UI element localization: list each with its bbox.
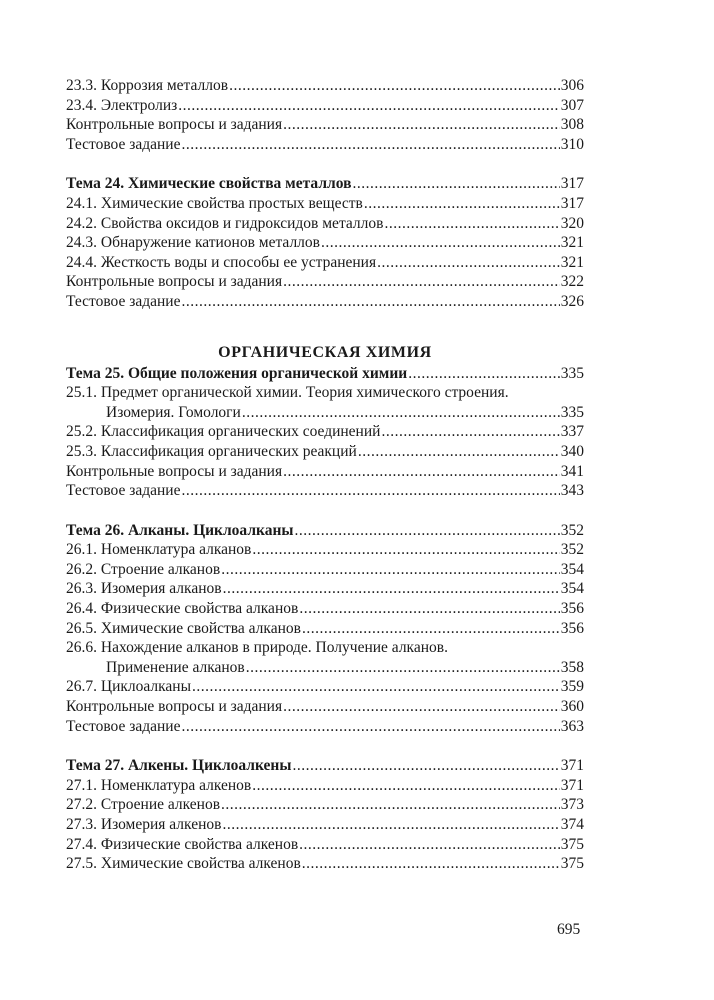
toc-entry-page: 373 xyxy=(560,796,584,814)
dot-leader xyxy=(223,579,560,599)
toc-block-topic-26 xyxy=(66,521,584,737)
dot-leader xyxy=(182,292,560,312)
dot-leader xyxy=(377,253,560,273)
toc-entry xyxy=(66,481,584,501)
toc-topic-heading xyxy=(66,521,584,541)
toc-entry-page: 337 xyxy=(560,423,584,441)
toc-entry-label: 27.4. Физические свойства алкенов xyxy=(66,835,299,853)
spacer xyxy=(66,154,584,174)
section-title: ОРГАНИЧЕСКАЯ ХИМИЯ xyxy=(218,343,432,361)
toc-entry xyxy=(66,619,584,639)
toc-entry-page: 317 xyxy=(560,194,584,212)
dot-leader xyxy=(221,560,560,580)
toc-entry-page: 375 xyxy=(560,835,584,853)
toc-entry-label: 24.1. Химические свойства простых веществ xyxy=(66,194,363,212)
toc-block-topic-24 xyxy=(66,174,584,311)
dot-leader xyxy=(299,835,560,855)
dot-leader xyxy=(358,442,560,462)
toc-entry-page: 354 xyxy=(560,580,584,598)
toc-entry-page: 352 xyxy=(560,521,584,539)
toc-entry-page: 356 xyxy=(560,600,584,618)
toc-entry xyxy=(66,835,584,855)
dot-leader xyxy=(222,815,559,835)
dot-leader xyxy=(252,776,560,796)
toc-entry-label: 24.4. Жесткость воды и способы ее устранения xyxy=(66,253,377,271)
toc-entry-label: Тестовое задание xyxy=(66,135,181,153)
toc-entry-label: 26.4. Физические свойства алканов xyxy=(66,600,299,618)
toc-entry xyxy=(66,442,584,462)
dot-leader xyxy=(221,795,560,815)
toc-topic-heading xyxy=(66,364,584,384)
toc-entry-page: 335 xyxy=(560,403,584,421)
toc-entry-page: 307 xyxy=(560,96,584,114)
dot-leader xyxy=(252,540,559,560)
dot-leader xyxy=(283,272,560,292)
toc-entry-label: Контрольные вопросы и задания xyxy=(66,116,283,134)
toc-entry-label: 24.2. Свойства оксидов и гидроксидов металлов xyxy=(66,214,384,232)
toc-entry-label: Тема 25. Общие положения органической химии xyxy=(66,364,408,382)
dot-leader xyxy=(229,76,560,96)
toc-entry-page: 354 xyxy=(560,560,584,578)
dot-leader xyxy=(292,756,559,776)
toc-entry-page: 374 xyxy=(560,816,584,833)
spacer xyxy=(66,501,584,521)
dot-leader xyxy=(384,214,559,234)
toc-block-topic-23 xyxy=(66,76,584,154)
toc-entry-label: 26.5. Химические свойства алканов xyxy=(66,619,301,637)
dot-leader xyxy=(408,364,560,384)
table-of-contents xyxy=(66,76,584,874)
toc-entry-label: 27.2. Строение алкенов xyxy=(66,796,221,814)
toc-entry-page: 317 xyxy=(560,175,584,193)
toc-entry xyxy=(66,599,584,619)
toc-entry-page: 360 xyxy=(560,698,584,716)
dot-leader xyxy=(302,854,560,874)
toc-entry-label: 26.1. Номенклатура алканов xyxy=(66,541,252,559)
toc-entry-first-line: 26.6. Нахождение алканов в природе. Получение алканов. xyxy=(66,639,448,657)
toc-entry-label: 26.7. Циклоалканы xyxy=(66,678,192,696)
toc-entry xyxy=(66,579,584,599)
toc-entry-page: 359 xyxy=(560,678,584,696)
toc-entry xyxy=(66,795,584,815)
toc-entry xyxy=(66,560,584,580)
toc-entry-page: 308 xyxy=(560,116,584,134)
toc-entry-page: 326 xyxy=(560,292,584,310)
dot-leader xyxy=(302,619,560,639)
dot-leader xyxy=(283,115,560,135)
dot-leader xyxy=(182,135,560,155)
dot-leader xyxy=(178,96,559,116)
toc-entry xyxy=(66,776,584,796)
toc-entry-page: 356 xyxy=(560,619,584,637)
toc-entry-label: 25.2. Классификация органических соединений xyxy=(66,423,381,441)
toc-entry-page: 341 xyxy=(560,462,584,480)
toc-entry xyxy=(66,697,584,717)
dot-leader xyxy=(364,194,560,214)
toc-entry xyxy=(66,253,584,273)
toc-entry-continuation xyxy=(66,658,584,678)
page-number: 695 xyxy=(557,921,581,938)
toc-entry-label: 23.3. Коррозия металлов xyxy=(66,77,229,94)
spacer xyxy=(66,736,584,756)
toc-entry xyxy=(66,462,584,482)
toc-block-topic-25 xyxy=(66,364,584,501)
toc-entry-label: Тестовое задание xyxy=(66,292,181,310)
toc-entry-label: 26.3. Изомерия алканов xyxy=(66,580,222,598)
dot-leader xyxy=(321,233,560,253)
toc-entry-page: 310 xyxy=(560,135,584,153)
toc-entry xyxy=(66,194,584,214)
toc-entry-label: Тестовое задание xyxy=(66,482,181,500)
toc-entry-label: 24.3. Обнаружение катионов металлов xyxy=(66,234,320,252)
toc-entry xyxy=(66,96,584,116)
toc-entry-label: Тема 26. Алканы. Циклоалканы xyxy=(66,521,294,539)
toc-entry-page: 343 xyxy=(560,482,584,500)
toc-entry xyxy=(66,292,584,312)
dot-leader xyxy=(182,481,560,501)
toc-entry-page: 375 xyxy=(560,855,584,873)
dot-leader xyxy=(192,677,560,697)
dot-leader xyxy=(182,717,560,737)
dot-leader xyxy=(299,599,559,619)
toc-entry-label: Тестовое задание xyxy=(66,717,181,735)
toc-entry-label: Изомерия. Гомологи xyxy=(106,403,241,421)
toc-entry-label: 23.4. Электролиз xyxy=(66,96,178,114)
toc-entry xyxy=(66,76,584,96)
toc-entry-label: Контрольные вопросы и задания xyxy=(66,273,283,291)
toc-topic-heading xyxy=(66,174,584,194)
toc-entry-page: 306 xyxy=(560,77,584,94)
dot-leader xyxy=(295,521,560,541)
toc-entry xyxy=(66,717,584,737)
toc-entry-page: 322 xyxy=(560,273,584,291)
toc-entry-label: Контрольные вопросы и задания xyxy=(66,462,283,480)
toc-entry-continuation xyxy=(66,403,584,423)
toc-topic-heading xyxy=(66,756,584,776)
toc-entry-page: 358 xyxy=(560,658,584,676)
toc-entry xyxy=(66,540,584,560)
toc-entry xyxy=(66,422,584,442)
toc-entry-first-line: 25.1. Предмет органической химии. Теория химического строения. xyxy=(66,384,509,402)
toc-entry-label: 27.5. Химические свойства алкенов xyxy=(66,855,301,873)
dot-leader xyxy=(283,697,560,717)
toc-entry-page: 352 xyxy=(560,541,584,559)
toc-entry-page: 335 xyxy=(560,364,584,382)
toc-entry-label: 27.3. Изомерия алкенов xyxy=(66,816,222,833)
toc-entry-page: 363 xyxy=(560,717,584,735)
toc-entry xyxy=(66,135,584,155)
toc-entry-label: 25.3. Классификация органических реакций xyxy=(66,442,357,460)
toc-entry xyxy=(66,233,584,253)
dot-leader xyxy=(246,658,560,678)
toc-entry-label: Применение алканов xyxy=(106,658,245,676)
dot-leader xyxy=(242,403,560,423)
toc-entry-label: Тема 24. Химические свойства металлов xyxy=(66,175,352,193)
toc-entry xyxy=(66,115,584,135)
toc-entry-page: 320 xyxy=(560,214,584,232)
toc-block-topic-27 xyxy=(66,756,584,874)
toc-entry-page: 340 xyxy=(560,442,584,460)
toc-entry-page: 371 xyxy=(560,757,584,775)
toc-entry xyxy=(66,854,584,874)
toc-entry-label: 27.1. Номенклатура алкенов xyxy=(66,776,252,794)
spacer xyxy=(66,312,584,342)
dot-leader xyxy=(381,422,559,442)
dot-leader xyxy=(283,462,560,482)
toc-entry-page: 371 xyxy=(560,776,584,794)
toc-entry xyxy=(66,677,584,697)
toc-entry-page: 321 xyxy=(560,234,584,252)
dot-leader xyxy=(352,174,559,194)
toc-entry-label: 26.2. Строение алканов xyxy=(66,560,221,578)
toc-entry-label: Контрольные вопросы и задания xyxy=(66,698,283,716)
toc-entry-label: Тема 27. Алкены. Циклоалкены xyxy=(66,757,292,775)
toc-entry xyxy=(66,214,584,234)
toc-entry xyxy=(66,272,584,292)
toc-entry xyxy=(66,815,584,835)
toc-entry-page: 321 xyxy=(560,253,584,271)
